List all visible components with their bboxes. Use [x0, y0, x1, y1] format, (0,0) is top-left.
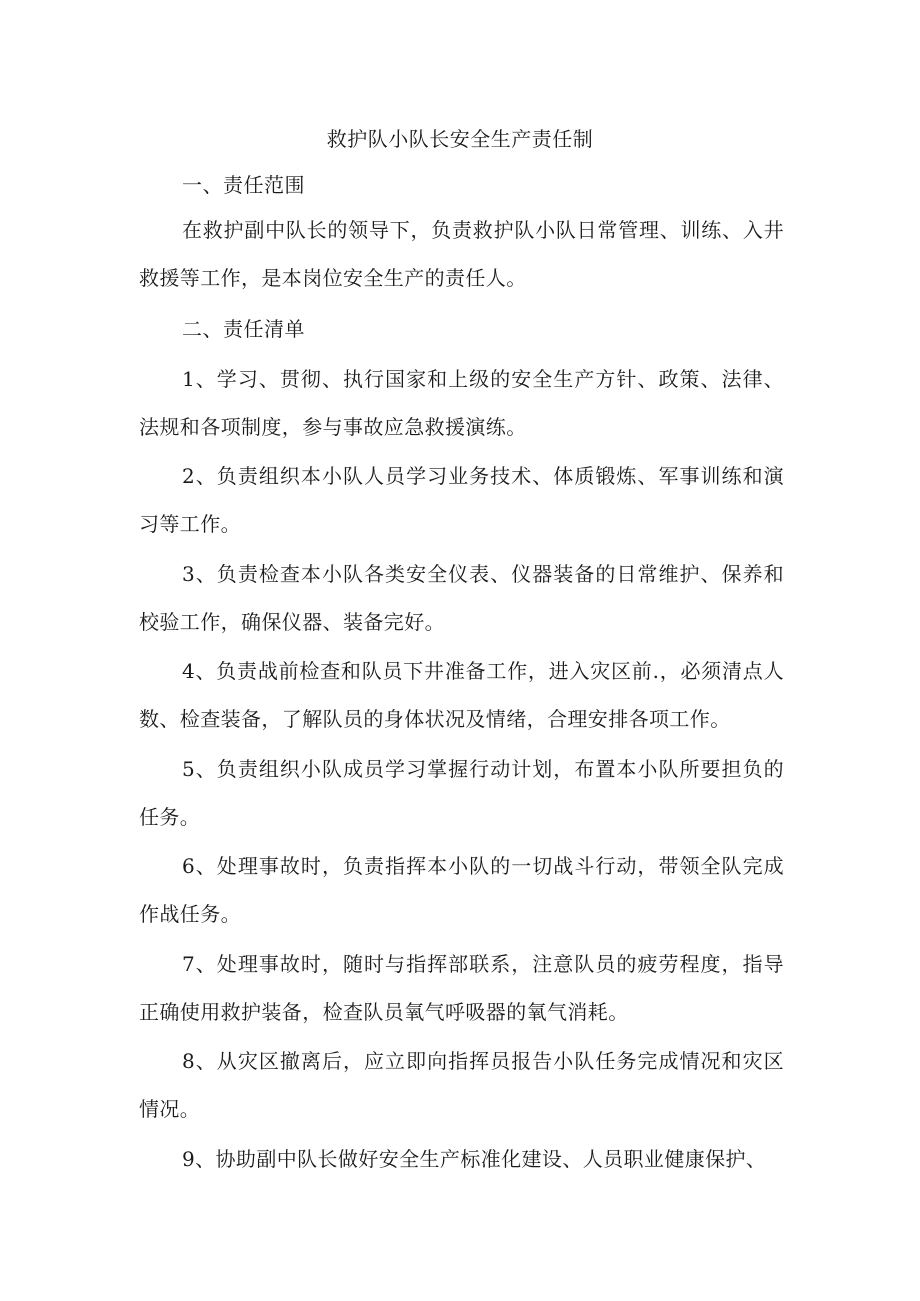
scope-paragraph: 在救护副中队长的领导下，负责救护队小队日常管理、训练、入井救援等工作，是本岗位安全生产的责任人。	[139, 218, 784, 290]
document-title: 救护队小队长安全生产责任制	[326, 127, 594, 151]
section-heading-scope: 一、责任范围	[182, 173, 305, 197]
list-item-4: 4、负责战前检查和队员下井准备工作，进入灾区前.，必须清点人数、检查装备，了解队员的身体状况及情绪，合理安排各项工作。	[139, 659, 784, 731]
list-item-9: 9、协助副中队长做好安全生产标准化建设、人员职业健康保护、	[182, 1147, 767, 1171]
section-heading-list: 二、责任清单	[182, 317, 305, 341]
list-item-5: 5、负责组织小队成员学习掌握行动计划，布置本小队所要担负的任务。	[139, 757, 784, 829]
list-item-6: 6、处理事故时，负责指挥本小队的一切战斗行动，带领全队完成作战任务。	[139, 854, 784, 926]
list-item-7: 7、处理事故时，随时与指挥部联系，注意队员的疲劳程度，指导正确使用救护装备，检查队员氧气呼吸器的氧气消耗。	[139, 952, 784, 1024]
list-item-3: 3、负责检查本小队各类安全仪表、仪器装备的日常维护、保养和校验工作，确保仪器、装备完好。	[139, 562, 784, 634]
list-item-8: 8、从灾区撤离后，应立即向指挥员报告小队任务完成情况和灾区情况。	[139, 1049, 784, 1121]
list-item-2: 2、负责组织本小队人员学习业务技术、体质锻炼、军事训练和演习等工作。	[139, 464, 784, 536]
list-item-1: 1、学习、贯彻、执行国家和上级的安全生产方针、政策、法律、法规和各项制度，参与事故应急救援演练。	[139, 367, 784, 439]
